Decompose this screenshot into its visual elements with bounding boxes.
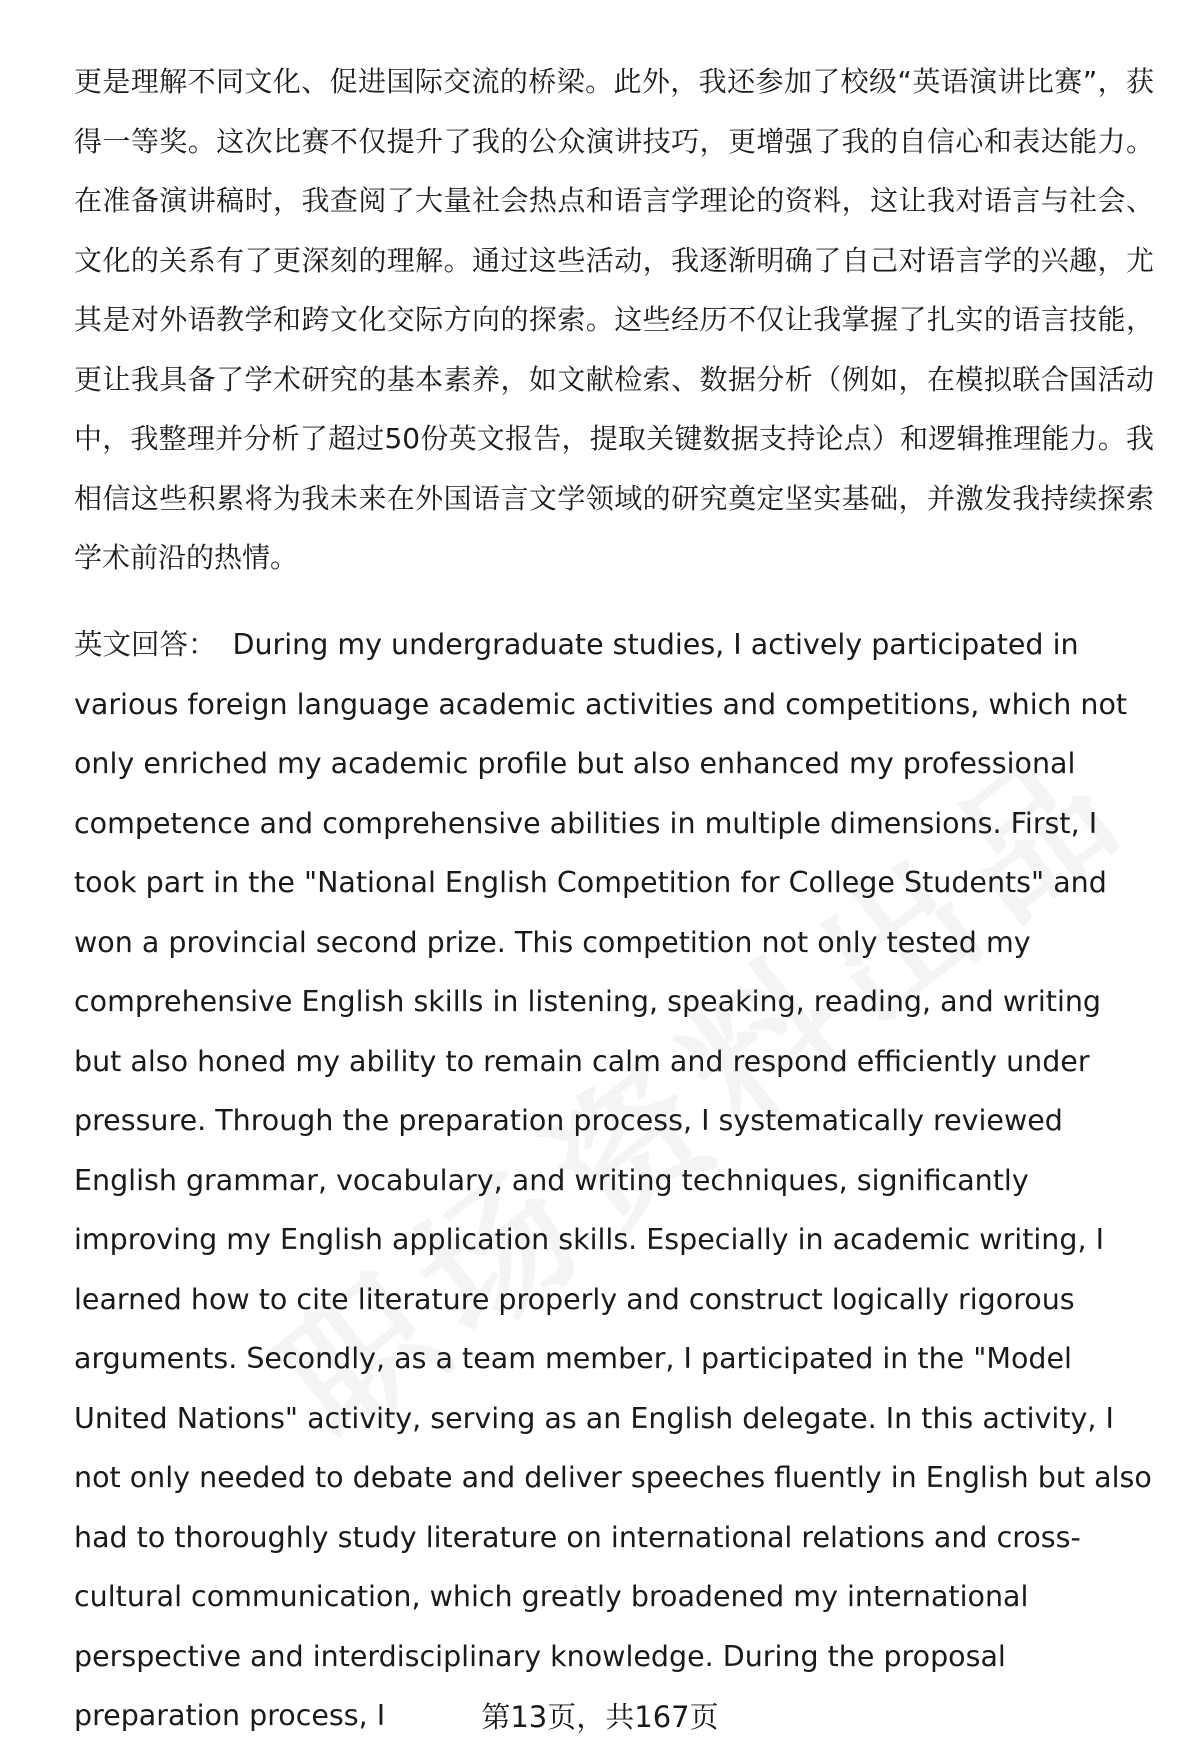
chinese-answer-paragraph: 更是理解不同文化、促进国际交流的桥梁。此外，我还参加了校级“英语演讲比赛”，获得一等奖。这次比赛不仅提升了我的公众演讲技巧，更增强了我的自信心和表达能力。在准备演讲稿时，我查阅了大量社会热点和语言学理论的资料，这让我对语言与社会、文化的关系有了更深刻的理解。通过这些活动，我逐渐明确了自己对语言学的兴趣，尤其是对外语教学和跨文化交际方向的探索。这些经历不仅让我掌握了扎实的语言技能，更让我具备了学术研究的基本素养，如文献检索、数据分析（例如，在模拟联合国活动中，我整理并分析了超过50份英文报告，提取关键数据支持论点）和逻辑推理能力。我相信这些积累将为我未来在外国语言文学领域的研究奠定坚实基础，并激发我持续探索学术前沿的热情。 bbox=[74, 65, 1154, 574]
english-answer-label: 英文回答： bbox=[74, 628, 217, 661]
english-answer-paragraph bbox=[74, 615, 1154, 1746]
english-answer-text: During my undergraduate studies, I actively participated in various foreign language academic activities and competitions, which not only enriched my academic profile but also enhanced my professional competence and comprehensive abilities in multiple dimensions. First, I took part in the "National English Competition for College Students" and won a provincial second prize. This competition not only tested my comprehensive English skills in listening, speaking, reading, and writing but also honed my ability to remain calm and respond efficiently under pressure. Through the preparation process, I systematically reviewed English grammar, vocabulary, and writing techniques, significantly improving my English application skills. Especially in academic writing, I learned how to cite literature properly and construct logically rigorous arguments. Secondly, as a team member, I participated in the "Model United Nations" activity, serving as an English delegate. In this activity, I not only needed to debate and deliver speeches fluently in English but also had to thoroughly study literature on international relations and cross-cultural communication, which greatly broadened my international perspective and interdisciplinary knowledge. During the proposal preparation process, I bbox=[74, 628, 1152, 1732]
page-number-footer: 第13页，共167页 bbox=[481, 1700, 719, 1734]
